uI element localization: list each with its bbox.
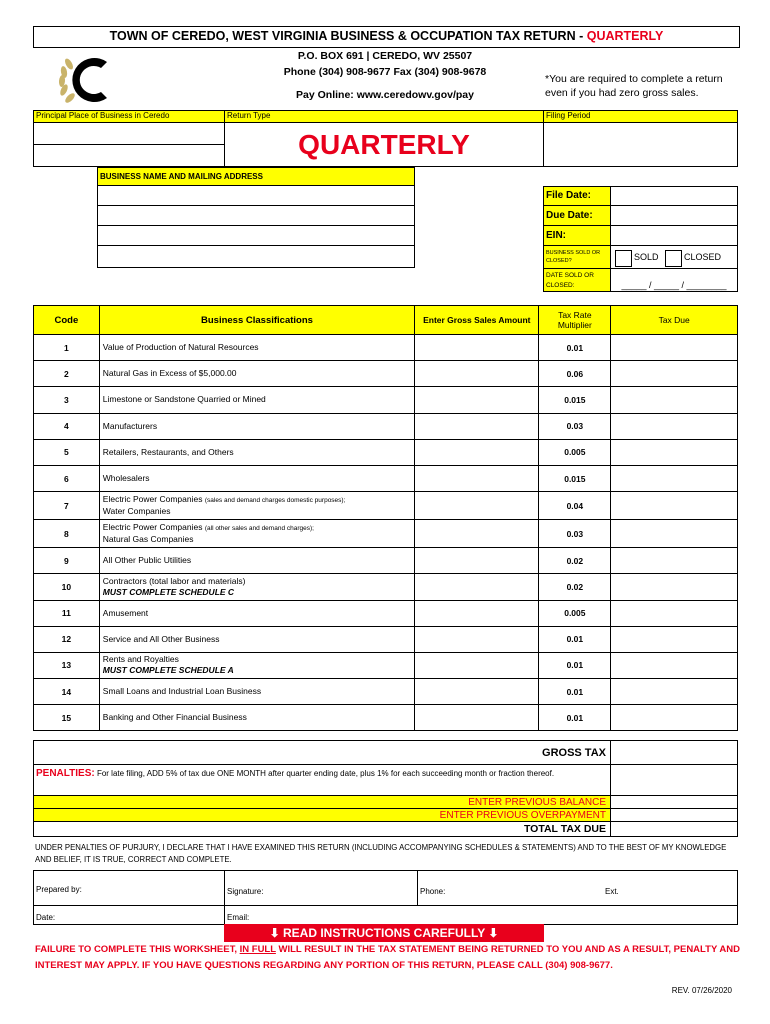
table-row [34,492,738,520]
zero-sales-notice: *You are required to complete a return even if you had zero gross sales. [545,73,723,99]
table-row [34,626,738,652]
row-classification: Service and All Other Business [99,626,414,652]
business-address-line-4[interactable] [97,245,415,268]
row-classification: Amusement [99,600,414,626]
due-date-field[interactable] [610,205,738,226]
due-date-label: Due Date: [543,205,611,226]
row-code: 6 [34,465,100,491]
row-code: 1 [34,335,100,361]
tax-due-input[interactable] [611,574,738,600]
failure-in-full: IN FULL [239,944,276,955]
table-row [34,361,738,387]
tax-due-input[interactable] [611,413,738,439]
table-row [34,387,738,413]
table-row [34,705,738,731]
date-sold-label: DATE SOLD OR CLOSED: [543,268,611,292]
signature-field[interactable] [224,870,418,906]
penalties-label: PENALTIES: [36,768,95,779]
read-instructions-banner [224,924,544,942]
row-code: 14 [34,679,100,705]
penalties-text: For late filing, ADD 5% of tax due ONE MONTH after quarter ending date, plus 1% for each succeeding month or fraction thereof. [96,769,555,778]
row-rate: 0.015 [539,387,611,413]
total-tax-due-field[interactable] [610,821,738,837]
table-row [34,520,738,548]
row-rate: 0.02 [539,548,611,574]
tax-due-input[interactable] [611,520,738,548]
row-rate: 0.01 [539,705,611,731]
previous-balance-field[interactable] [610,795,738,809]
penalties-box [33,764,611,796]
tax-due-input[interactable] [611,652,738,678]
gross-tax-field[interactable] [610,740,738,765]
title-quarterly: QUARTERLY [586,29,664,43]
failure-warning: FAILURE TO COMPLETE THIS WORKSHEET, IN FULL WILL RESULT IN THE TAX STATEMENT BEING RETURNED TO YOU AND AS A RESULT, PENALTY AND INTEREST MAY APPLY. IF YOU HAVE QUESTIONS REGARDING ANY PORTION OF THIS RETURN, PLEASE CALL (304) 908-9677. [35,944,740,971]
principal-place-field[interactable] [33,122,225,145]
email-field[interactable] [224,905,738,925]
row-code: 11 [34,600,100,626]
row-rate: 0.04 [539,492,611,520]
gross-sales-input[interactable] [415,465,539,491]
col-rate: Tax Rate Multiplier [539,306,611,335]
row-classification: Retailers, Restaurants, and Others [99,439,414,465]
row-code: 3 [34,387,100,413]
table-row [34,600,738,626]
gross-sales-input[interactable] [415,387,539,413]
closed-label: CLOSED [684,252,722,262]
row-classification: Manufacturers [99,413,414,439]
row-code: 7 [34,492,100,520]
row-rate: 0.015 [539,465,611,491]
principal-place-label: Principal Place of Business in Ceredo [33,110,225,123]
col-code: Code [34,306,100,335]
row-classification: Electric Power Companies (all other sales and demand charges); Natural Gas Companies [99,520,414,548]
table-row [34,439,738,465]
principal-place-field-2[interactable] [33,144,225,167]
row-rate: 0.01 [539,679,611,705]
row-classification: Limestone or Sandstone Quarried or Mined [99,387,414,413]
tax-due-input[interactable] [611,439,738,465]
table-row [34,465,738,491]
row-code: 12 [34,626,100,652]
penalties-field[interactable] [610,764,738,796]
gross-sales-input[interactable] [415,705,539,731]
classification-table [33,305,738,731]
row-rate: 0.005 [539,439,611,465]
date-field[interactable] [33,905,225,925]
col-classification: Business Classifications [99,306,414,335]
business-address-line-2[interactable] [97,205,415,226]
tax-due-input[interactable] [611,387,738,413]
tax-due-input[interactable] [611,626,738,652]
closed-checkbox[interactable] [665,250,682,267]
gross-sales-input[interactable] [415,679,539,705]
gross-sales-input[interactable] [415,574,539,600]
row-rate: 0.01 [539,652,611,678]
row-classification: Wholesalers [99,465,414,491]
row-classification: Electric Power Companies (sales and demand charges domestic purposes); Water Companies [99,492,414,520]
revision-date: REV. 07/26/2020 [671,986,732,995]
gross-sales-input[interactable] [415,652,539,678]
sold-label: SOLD [634,252,659,262]
business-address-line-3[interactable] [97,225,415,246]
gross-sales-input[interactable] [415,413,539,439]
prepared-by-label: Prepared by: [36,885,82,894]
row-rate: 0.03 [539,413,611,439]
tax-due-input[interactable] [611,705,738,731]
row-code: 13 [34,652,100,678]
tax-due-input[interactable] [611,335,738,361]
return-type-label: Return Type [224,110,544,123]
gross-sales-input[interactable] [415,520,539,548]
tax-due-input[interactable] [611,465,738,491]
filing-period-field[interactable] [543,122,738,167]
row-rate: 0.06 [539,361,611,387]
sold-closed-label: BUSINESS SOLD OR CLOSED? [543,245,611,269]
gross-sales-input[interactable] [415,626,539,652]
row-code: 5 [34,439,100,465]
table-row [34,413,738,439]
row-classification: Value of Production of Natural Resources [99,335,414,361]
gross-sales-input[interactable] [415,600,539,626]
row-code: 15 [34,705,100,731]
row-code: 8 [34,520,100,548]
row-rate: 0.03 [539,520,611,548]
row-code: 4 [34,413,100,439]
table-row [34,652,738,678]
row-rate: 0.01 [539,626,611,652]
row-rate: 0.01 [539,335,611,361]
gross-tax-label: GROSS TAX [33,740,611,765]
date-sold-field[interactable]: _____ / _____ / ________ [610,268,738,292]
row-rate: 0.02 [539,574,611,600]
tax-due-input[interactable] [611,679,738,705]
file-date-field[interactable] [610,186,738,206]
pay-online: Pay Online: www.ceredowv.gov/pay [296,89,474,101]
table-row [34,335,738,361]
previous-overpayment-label: ENTER PREVIOUS OVERPAYMENT [33,808,611,822]
previous-balance-label: ENTER PREVIOUS BALANCE [33,795,611,809]
gross-sales-input[interactable] [415,335,539,361]
read-instructions-text: READ INSTRUCTIONS CAREFULLY [282,926,485,940]
previous-overpayment-field[interactable] [610,808,738,822]
phone-fax: Phone (304) 908-9677 Fax (304) 908-9678 [283,66,487,78]
col-tax-due: Tax Due [611,306,738,335]
gross-sales-input[interactable] [415,361,539,387]
ext-label: Ext. [605,887,619,896]
table-row [34,679,738,705]
prepared-by-field[interactable] [33,870,225,906]
tax-due-input[interactable] [611,548,738,574]
tax-due-input[interactable] [611,361,738,387]
ein-field[interactable] [610,225,738,246]
row-classification: Rents and Royalties MUST COMPLETE SCHEDULE A [99,652,414,678]
col-gross-sales: Enter Gross Sales Amount [415,306,539,335]
town-logo [55,50,125,110]
declaration: UNDER PENALTIES OF PURJURY, I DECLARE THAT I HAVE EXAMINED THIS RETURN (INCLUDING ACCOMPANYING SCHEDULES & STATEMENTS) AND TO THE BEST OF MY KNOWLEDGE AND BELIEF, IT IS TRUE, CORRECT AND COMPLETE. [35,843,727,864]
tax-due-input[interactable] [611,492,738,520]
row-classification: All Other Public Utilities [99,548,414,574]
file-date-label: File Date: [543,186,611,206]
down-arrow-icon: ⬇ [488,926,499,940]
phone-label: Phone: [420,887,446,896]
ein-label: EIN: [543,225,611,246]
row-classification: Banking and Other Financial Business [99,705,414,731]
total-tax-due-label: TOTAL TAX DUE [33,821,611,837]
return-type-quarterly: QUARTERLY [298,129,470,160]
sold-closed-options [610,245,738,269]
row-code: 10 [34,574,100,600]
form-title: TOWN OF CEREDO, WEST VIRGINIA BUSINESS & OCCUPATION TAX RETURN - QUARTERLY [33,26,740,48]
address: P.O. BOX 691 | CEREDO, WV 25507 [297,50,473,62]
gross-sales-input[interactable] [415,492,539,520]
row-classification: Natural Gas in Excess of $5,000.00 [99,361,414,387]
row-classification: Small Loans and Industrial Loan Business [99,679,414,705]
gross-sales-input[interactable] [415,548,539,574]
filing-period-label: Filing Period [543,110,738,123]
gross-sales-input[interactable] [415,439,539,465]
row-code: 2 [34,361,100,387]
phone-field[interactable] [417,870,738,906]
signature-label: Signature: [227,887,264,896]
tax-due-input[interactable] [611,600,738,626]
date-label: Date: [36,913,56,922]
business-name-label: BUSINESS NAME AND MAILING ADDRESS [97,167,415,186]
business-address-line-1[interactable] [97,185,415,206]
email-label: Email: [227,913,250,922]
row-rate: 0.005 [539,600,611,626]
down-arrow-icon: ⬇ [269,926,280,940]
table-row [34,574,738,600]
row-code: 9 [34,548,100,574]
row-classification: Contractors (total labor and materials) MUST COMPLETE SCHEDULE C [99,574,414,600]
sold-checkbox[interactable] [615,250,632,267]
table-row [34,548,738,574]
